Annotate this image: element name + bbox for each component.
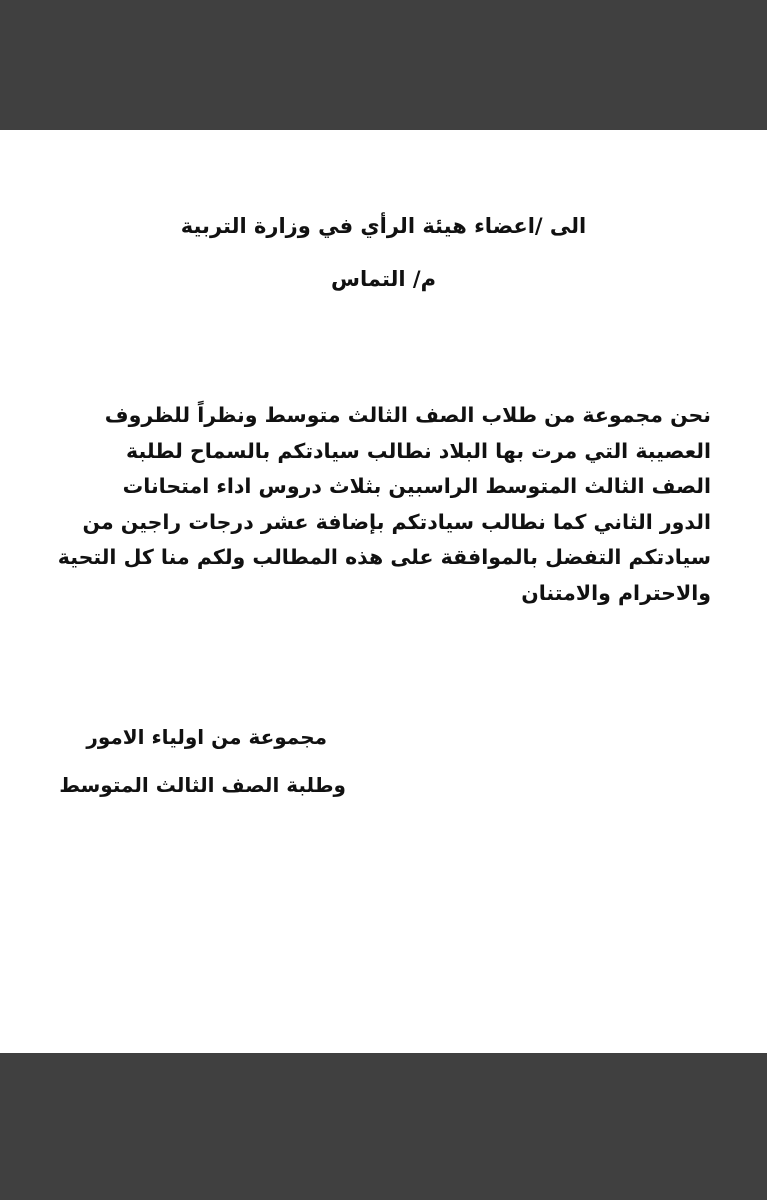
letter-body <box>57 398 711 611</box>
letter-body-line: والاحترام والامتنان <box>521 580 711 605</box>
signature-line-2: وطلبة الصف الثالث المتوسط <box>59 773 346 797</box>
letter-body-line: نحن مجموعة من طلاب الصف الثالث متوسط ونظراً للظروف <box>104 403 711 427</box>
letter-document <box>0 130 767 1053</box>
letter-body-line: سيادتكم التفضل بالموافقة على هذه المطالب ولكم منا كل التحية <box>57 545 711 569</box>
bottom-dark-bar <box>0 1053 767 1200</box>
letter-body-line: الصف الثالث المتوسط الراسبين بثلاث دروس اداء امتحانات <box>122 474 711 498</box>
letter-addressee: الى /اعضاء هيئة الرأي في وزارة التربية <box>180 214 587 238</box>
letter-subject: م/ التماس <box>331 267 436 291</box>
signature-line-1: مجموعة من اولياء الامور <box>86 725 327 749</box>
letter-body-line: العصيبة التي مرت بها البلاد نطالب سيادتكم بالسماح لطلبة <box>126 438 711 463</box>
letter-body-line: الدور الثاني كما نطالب سيادتكم بإضافة عشر درجات راجين من <box>82 509 711 534</box>
top-dark-bar <box>0 0 767 130</box>
